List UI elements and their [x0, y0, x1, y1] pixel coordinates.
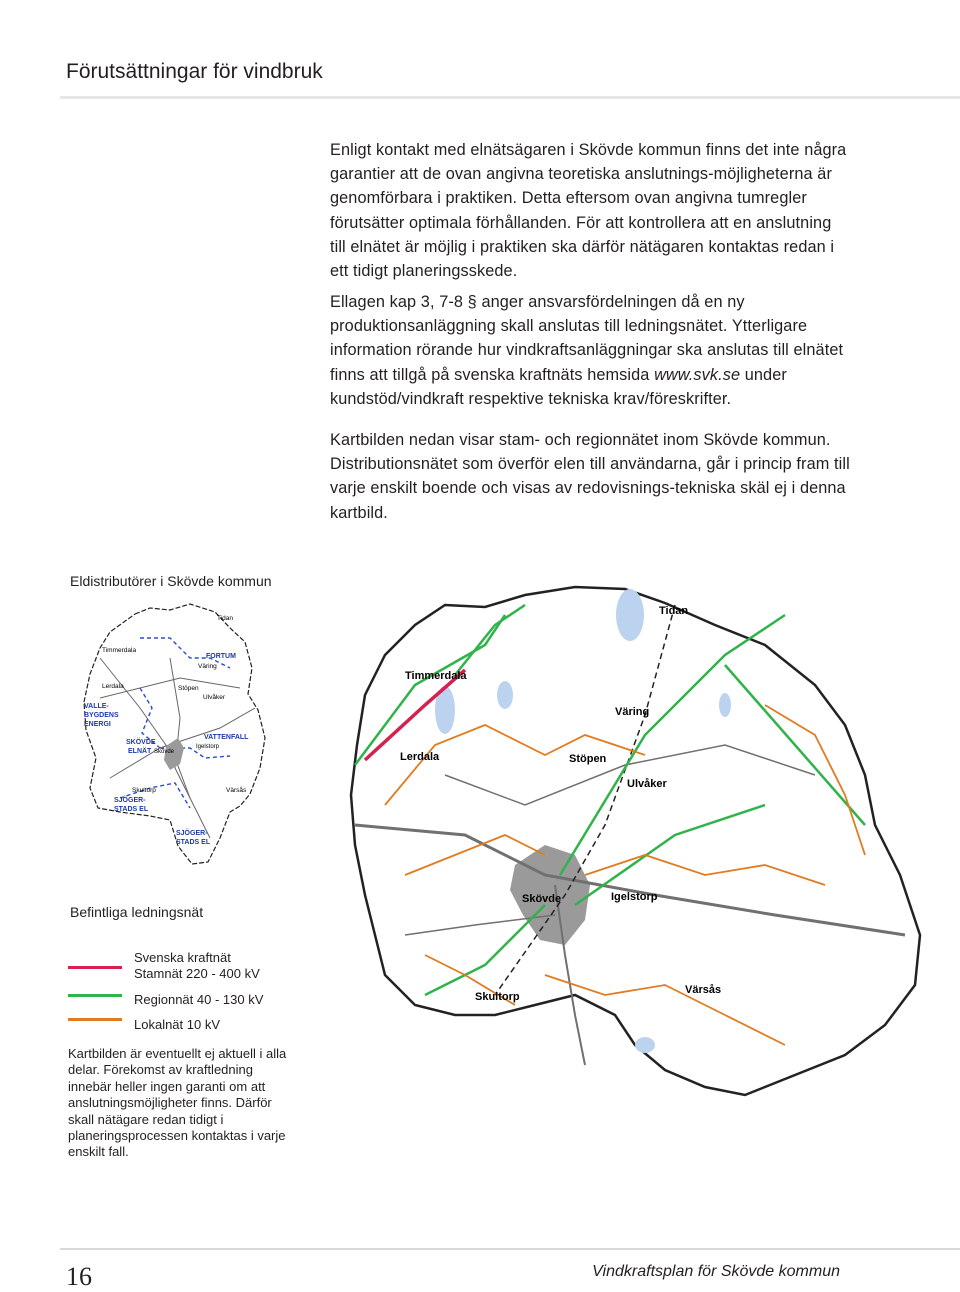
- lake: [719, 693, 731, 717]
- lake: [616, 589, 644, 641]
- legend-label-lokalnat: Lokalnät 10 kV: [134, 1017, 221, 1032]
- page-number: 16: [66, 1262, 92, 1291]
- lake: [635, 1037, 655, 1053]
- place-label-igelstorp: Igelstorp: [196, 744, 220, 750]
- place-label-stopen: Stöpen: [569, 753, 607, 765]
- place-label-varing: Väring: [198, 663, 217, 670]
- legend-label-regionnat: Regionnät 40 - 130 kV: [134, 992, 264, 1007]
- body-paragraph-1: [330, 138, 850, 283]
- place-label-tidan: Tidan: [659, 605, 689, 617]
- place-label-timmerdala: Timmerdala: [102, 647, 137, 654]
- place-label-skovde: Skövde: [522, 893, 562, 905]
- distributor-label-sjogerstads-1: SJÖGER-: [114, 797, 146, 804]
- legend-heading: Befintliga ledningsnät: [70, 904, 204, 920]
- network-map: [345, 575, 930, 1100]
- distributor-label-vallebygdens-line2: BYGDENS: [84, 712, 119, 719]
- place-label-varing: Väring: [615, 706, 650, 718]
- header-divider: [60, 96, 960, 99]
- place-label-stopen: Stöpen: [178, 685, 199, 692]
- place-label-skultorp: Skultorp: [475, 991, 520, 1003]
- map-disclaimer-note: Kartbilden är eventuellt ej aktuell i alla delar. Förekomst av kraftledning innebär heller ingen garanti om att anslutningsmöjligheter finns. Därför skall nätägare redan tidigt i planeringsprocessen kontaktas i varje enskilt fall.: [68, 1046, 287, 1160]
- municipality-outline: [351, 587, 920, 1095]
- small-map-caption: Eldistributörer i Skövde kommun: [70, 573, 272, 589]
- paragraph-text-a: Ellagen kap 3, 7-8 § anger ansvarsfördelningen då en ny produktionsanläggning skall anslutas till ledningsnätet. Ytterligare information rörande hur vindkraftsanläggningar ska anslutas till elnätet finns att tillgå på svenska kraftnäts hemsida: [330, 293, 844, 384]
- place-label-ulvaker: Ulvåker: [203, 694, 226, 701]
- distributor-label-vattenfall: VATTENFALL: [204, 734, 249, 741]
- paragraph-text: Enligt kontakt med elnätsägaren i Skövde kommun finns det inte några garantier att de ovan angivna teoretiska anslutnings-möjligheterna är genomförbara i praktiken. Detta eftersom ovan angivna tumregler förutsätter optimala förhållanden. För att kontrollera att en anslutning till elnätet är möjlig i praktiken ska därför nätägaren kontaktas redan i ett tidigt planeringsskede.: [330, 141, 847, 281]
- page-header-title: Förutsättningar för vindbruk: [66, 60, 323, 83]
- distributor-label-skovde-elnat-line2: ELNÄT: [128, 748, 152, 755]
- place-label-igelstorp: Igelstorp: [611, 891, 658, 903]
- distributor-label-vallebygdens: VALLE-: [84, 703, 109, 710]
- legend-line-stamnat: [68, 966, 122, 969]
- legend-label-stamnat-1: Svenska kraftnät: [134, 950, 231, 965]
- distributor-label-skovde-elnat: SKÖVDE: [126, 739, 156, 746]
- footer-divider: [60, 1248, 960, 1250]
- place-label-varsas: Värsås: [685, 984, 722, 996]
- distributor-label-sjogerstads-2-line2: STADS EL: [176, 839, 211, 846]
- distributor-label-sjogerstads-1-line2: STADS EL: [114, 806, 149, 813]
- place-label-ulvaker: Ulvåker: [627, 778, 667, 790]
- legend-label-stamnat-2: Stamnät 220 - 400 kV: [134, 966, 260, 981]
- distributor-label-fortum: FORTUM: [206, 653, 236, 660]
- legend-line-regionnat: [68, 994, 122, 997]
- paragraph-text: Kartbilden nedan visar stam- och regionnätet inom Skövde kommun. Distributionsnätet som överför elen till användarna, går i princip fram till varje enskilt boende och visas av redovisnings-tekniska skäl ej i denna kartbild.: [330, 431, 850, 522]
- place-label-tidan: Tidan: [217, 615, 234, 622]
- place-label-lerdala: Lerdala: [400, 751, 440, 763]
- body-paragraph-3: [330, 428, 850, 525]
- legend-line-lokalnat: [68, 1018, 122, 1021]
- place-label-lerdala: Lerdala: [102, 683, 124, 690]
- body-paragraph-2: [330, 290, 850, 411]
- lake: [497, 681, 513, 709]
- distributor-label-vallebygdens-line3: ENERGI: [84, 721, 111, 728]
- paragraph-text-b: under kundstöd/vindkraft respektive tekniska krav/föreskrifter.: [330, 365, 787, 408]
- place-label-skovde: Skövde: [154, 749, 175, 755]
- distributor-label-sjogerstads-2: SJÖGER-: [176, 830, 208, 837]
- paragraph-text: [330, 290, 850, 411]
- distributor-map: [80, 598, 280, 868]
- place-label-skultorp: Skultorp: [132, 787, 156, 794]
- place-label-varsas: Värsås: [226, 787, 247, 794]
- svk-link[interactable]: www.svk.se: [654, 365, 741, 384]
- footer-document-title: Vindkraftsplan för Skövde kommun: [592, 1263, 840, 1280]
- place-label-timmerdala: Timmerdala: [405, 670, 467, 682]
